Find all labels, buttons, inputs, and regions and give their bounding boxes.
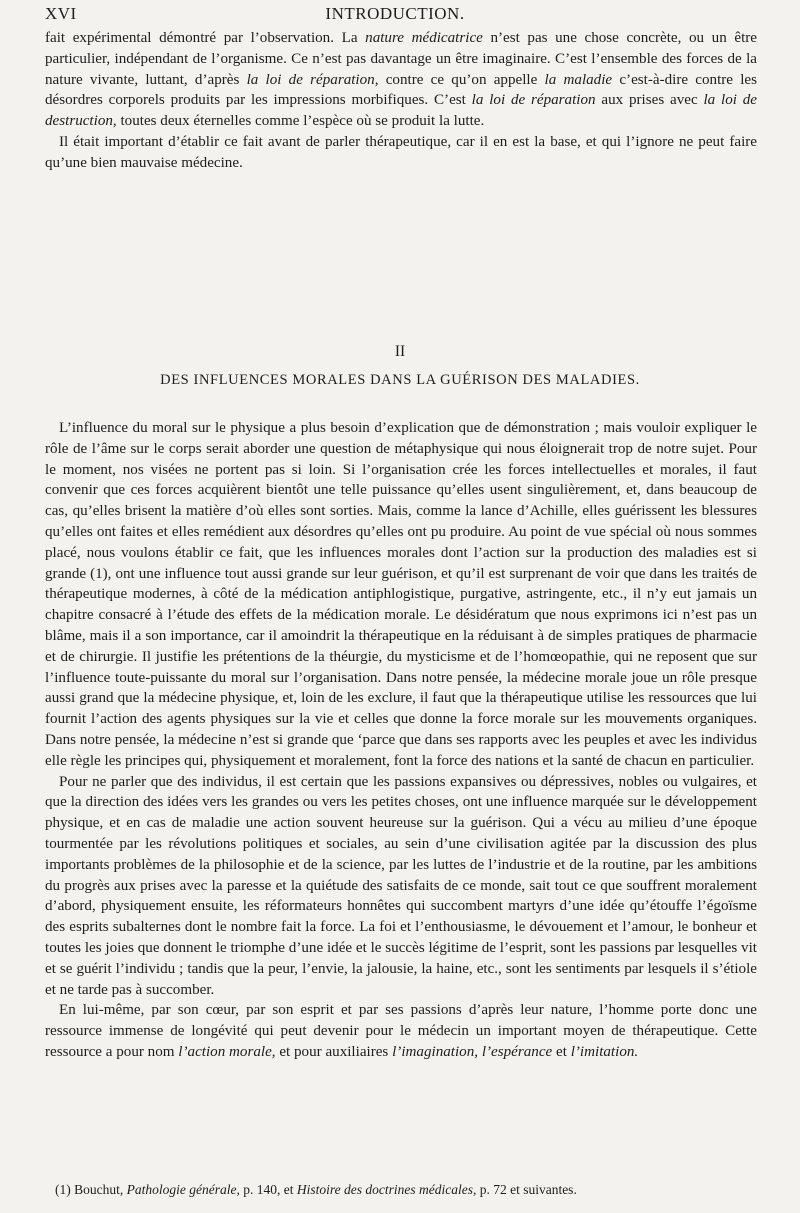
paragraph-nature-medicatrice: fait expérimental démontré par l’observation. La nature médicatrice n’est pas une chose concrète, ou un être particulier, indépendant de l’organisme. Ce n’est pas davantage un être imaginaire. C’est l’ensemble des forces de la nature vivante, luttant, d’après la loi de réparation, contre ce qu’on appelle la maladie c’est-à-dire contre les désordres corporels produits par les impressions morbifiques. C’est la loi de réparation aux prises avec la loi de destruction, toutes deux éternelles comme l’espèce où se produit la lutte. <box>45 30 758 130</box>
page-number: XVI <box>45 4 77 23</box>
paragraph-action-morale: En lui-même, par son cœur, par son esprit et par ses passions d’après leur nature, l’homme porte donc une ressource immense de longévité qui peut devenir pour le médecin un important moyen de thérapeutique. Cette ressource a pour nom l’action morale, et pour auxiliaires l’imagination, l’espérance et l’imitation. <box>45 1002 757 1060</box>
paragraph-therapeutique-base: Il était important d’établir ce fait avant de parler thérapeutique, car il en est la base, et qui l’ignore ne peut faire qu’une bien mauvaise médecine. <box>45 133 757 171</box>
running-title: INTRODUCTION. <box>325 4 465 23</box>
footnote: (1) Bouchut, Pathologie générale, p. 140, et Histoire des doctrines médicales, p. 72 et suivantes. <box>55 1182 577 1197</box>
text-block-top <box>45 28 757 174</box>
running-head <box>45 4 745 26</box>
text-block-main <box>45 418 757 1063</box>
section-title: DES INFLUENCES MORALES DANS LA GUÉRISON DES MALADIES. <box>160 372 640 388</box>
section-number: II <box>394 343 406 360</box>
paragraph-influence-moral: L’influence du moral sur le physique a plus besoin d’explication que de démonstration ; mais vouloir expliquer le rôle de l’âme sur le corps serait aborder une question de métaphysique qui nous éloignerait trop de notre sujet. Pour le moment, nos visées ne portent pas si loin. Si l’organisation crée les forces intellectuelles et morales, il faut convenir que ces forces acquièrent bientôt une telle puissance qu’elles usent singulièrement, et, dans beaucoup de cas, qu’elles brisent la matière d’où elles sont sorties. Mais, comme la lance d’Achille, elles guérissent les blessures qu’elles ont faites et elles remédient aux désordres qu’elles ont pu produire. Au point de vue spécial où nous sommes placé, nous voulons établir ce fait, que les influences morales dont l’action sur la production des maladies est si grande (1), ont une influence tout aussi grande sur leur guérison, et qu’il est surprenant de voir que dans les traités de thérapeutique modernes, à côté de la médication antiphlogistique, purgative, astringente, etc., il n’y eut jamais un chapitre consacré à l’étude des effets de la médication morale. Le désidératum que nous exprimons ici n’est pas un blâme, mais il a son importance, car il amoindrit la thérapeutique en la réduisant à de simples pratiques de pharmacie et de chirurgie. Il justifie les prétentions de la théurgie, du mysticisme et de l’homœopathie, qui ne reposent que sur l’influence toute-puissante du moral sur l’organisation. Dans notre pensée, la médecine morale joue un rôle presque aussi grand que la médecine physique, et, loin de les exclure, il faut que la thérapeutique utilise les ressources que lui fournit l’action des agents physiques sur la vie et celles que donne la force morale sur les mouvements organiques. Dans notre pensée, la médecine n’est si grande que ‘parce que dans ses rapports avec les peuples et avec les individus elle règle les principes qui, physiquement et moralement, font la force des nations et la santé de chacun en particulier. <box>45 420 757 769</box>
paragraph-passions: Pour ne parler que des individus, il est certain que les passions expansives ou dépressives, nobles ou vulgaires, et que la direction des idées vers les grandes ou vers les petites choses, ont une influence marquée sur le développement physique, et en cas de maladie une action souvent heureuse sur la guérison. Qui a vécu au milieu d’une époque tourmentée par les révolutions politiques et sociales, au sein d’une civilisation agitée par la discussion des plus importants problèmes de la philosophie et de la science, par les luttes de l’industrie et de la routine, par les ambitions du progrès aux prises avec la paresse et la quiétude des satisfaits de ce monde, sait tout ce que souffrent moralement d’abord, physiquement ensuite, les réformateurs honnêtes qui succombent martyrs d’une idée qu’étouffe l’égoïsme des esprits subalternes dont le nombre fait la force. La foi et l’enthousiasme, le dévouement et l’amour, le bonheur et toutes les joies que donnent le triomphe d’une idée et le succès légitime de l’esprit, sont les passions par lesquelles vit et se guérit l’individu ; tandis que la peur, l’envie, la jalousie, la haine, etc., sont les sentiments par lesquels il s’étiole et ne tarde pas à succomber. <box>45 773 757 998</box>
